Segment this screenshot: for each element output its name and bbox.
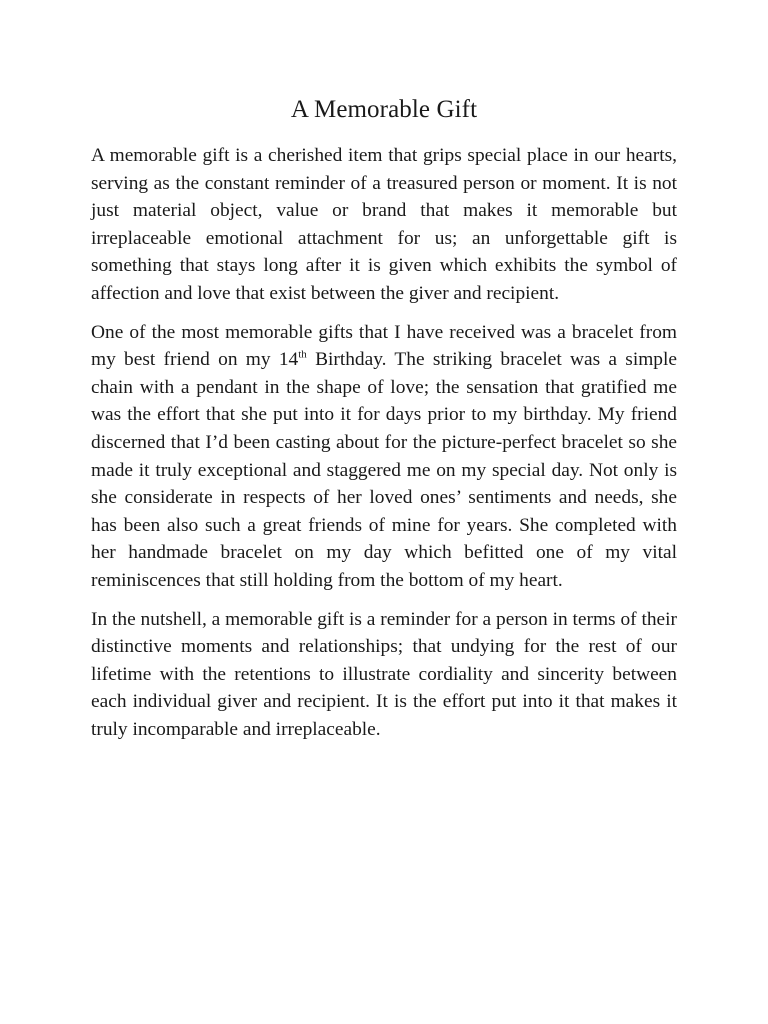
ordinal-superscript: th xyxy=(298,348,307,361)
paragraph-story xyxy=(91,319,677,595)
paragraph-story-text-after: Birthday. The striking bracelet was a simple chain with a pendant in the shape of love; the sensation that gratified me was the effort that she put into it for days prior to my birthday. My friend discerned that I’d been casting about for the picture-perfect bracelet so she made it truly exceptional and staggered me on my special day. Not only is she considerate in respects of her loved ones’ sentiments and needs, she has been also such a great friends of mine for years. She completed with her handmade bracelet on my day which befitted one of my vital reminiscences that still holding from the bottom of my heart. xyxy=(91,349,677,591)
paragraph-intro: A memorable gift is a cherished item that grips special place in our hearts, serving as the constant reminder of a treasured person or moment. It is not just material object, value or brand that makes it memorable but irreplaceable emotional attachment for us; an unforgettable gift is something that stays long after it is given which exhibits the symbol of affection and love that exist between the giver and recipient. xyxy=(91,145,677,304)
document-title: A Memorable Gift xyxy=(290,96,478,123)
paragraph-story-text-before: One of the most memorable gifts that I have received was a bracelet from my best friend on my 14 xyxy=(91,321,677,371)
paragraph-conclusion: In the nutshell, a memorable gift is a reminder for a person in terms of their distinctive moments and relationships; that undying for the rest of our lifetime with the retentions to illustrate cordiality and sincerity between each individual giver and recipient. It is the effort put into it that makes it truly incomparable and irreplaceable. xyxy=(91,608,677,740)
